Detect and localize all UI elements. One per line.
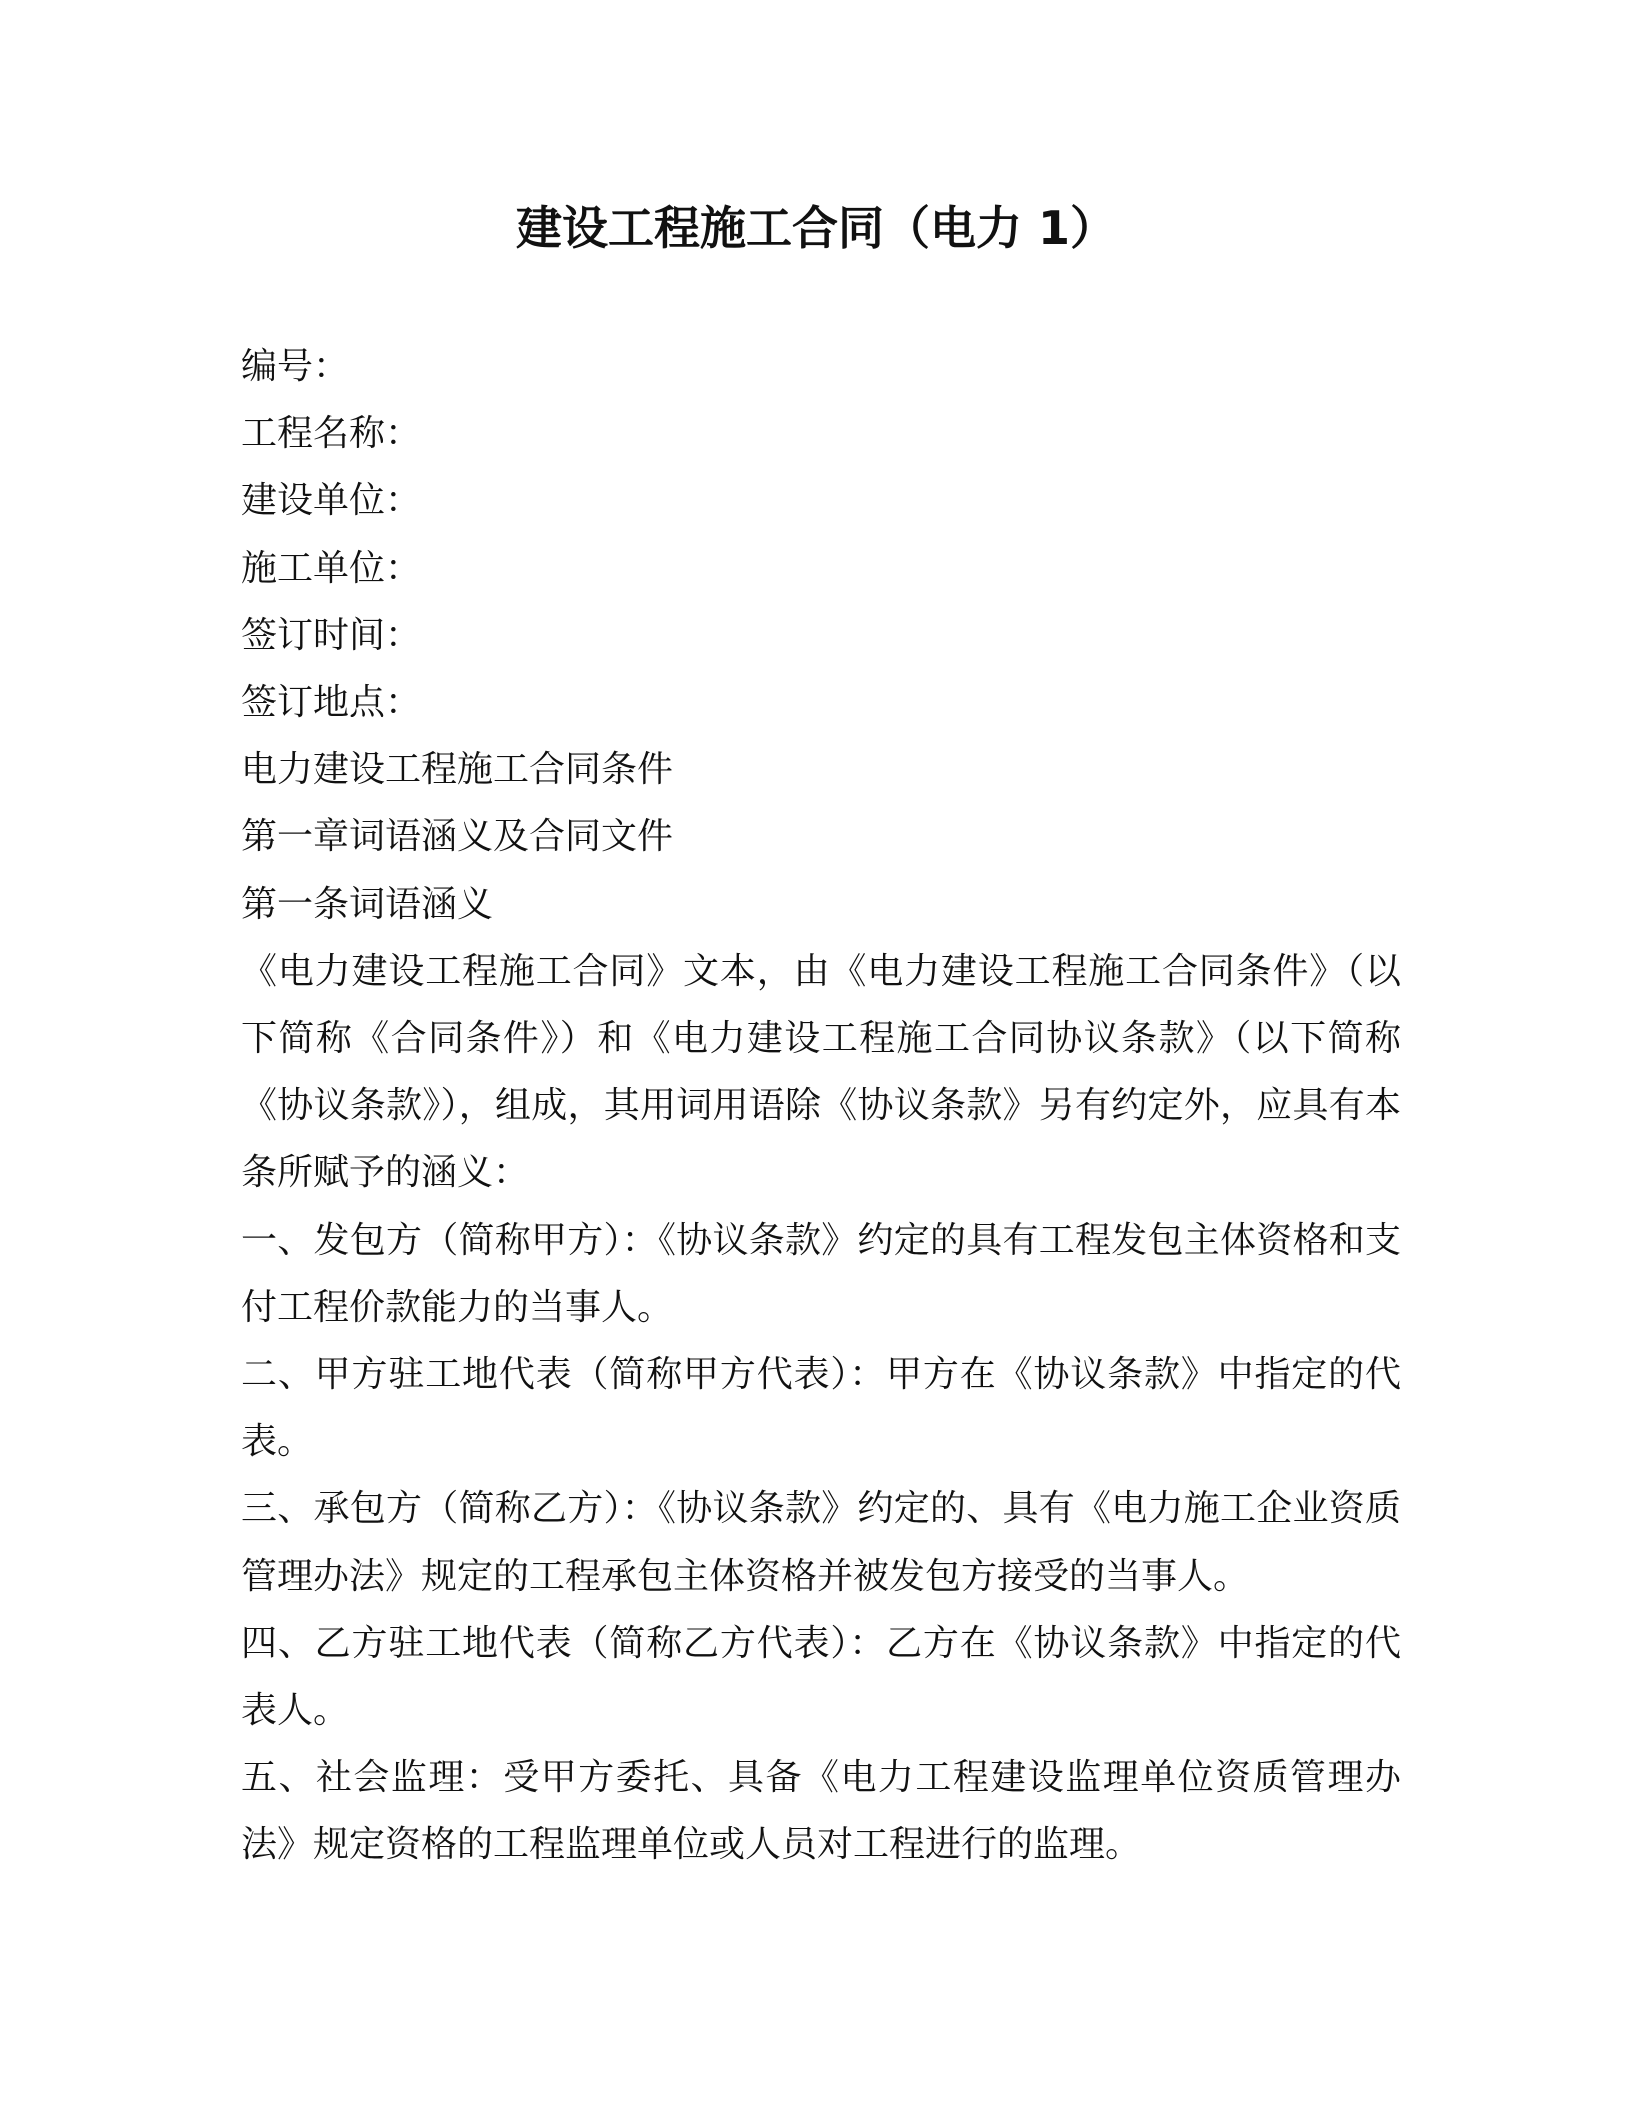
field-owner: 建设单位： (241, 480, 422, 522)
intro-paragraph: 《电力建设工程施工合同》文本，由《电力建设工程施工合同条件》（以下简称《合同条件》）和《电力建设工程施工合同协议条款》（以下简称《协议条款》），组成，其用词用语除《协议条款》另有约定外，应具有本条所赋予的涵义： (241, 950, 1401, 1194)
definition-item: 三、承包方（简称乙方）：《协议条款》约定的、具有《电力施工企业资质管理办法》规定的工程承包主体资格并被发包方接受的当事人。 (241, 1488, 1401, 1597)
field-number: 编号： (241, 346, 350, 387)
field-sign-place: 签订地点： (241, 682, 422, 724)
document-body (241, 333, 1401, 1879)
field-contractor: 施工单位： (241, 547, 422, 589)
article-heading: 第一条词语涵义 (241, 883, 494, 925)
definition-item: 五、社会监理：受甲方委托、具备《电力工程建设监理单位资质管理办法》规定资格的工程监理单位或人员对工程进行的监理。 (241, 1757, 1401, 1866)
chapter-heading: 第一章词语涵义及合同文件 (241, 816, 674, 858)
field-project-name: 工程名称： (241, 413, 422, 455)
definition-item: 一、发包方（简称甲方）：《协议条款》约定的具有工程发包主体资格和支付工程价款能力的当事人。 (241, 1219, 1401, 1328)
field-sign-time: 签订时间： (241, 614, 422, 656)
definition-item: 四、乙方驻工地代表（简称乙方代表）：乙方在《协议条款》中指定的代表人。 (241, 1622, 1401, 1732)
conditions-title: 电力建设工程施工合同条件 (241, 749, 674, 791)
definition-item: 二、甲方驻工地代表（简称甲方代表）：甲方在《协议条款》中指定的代表。 (241, 1354, 1401, 1463)
document-title: 建设工程施工合同（电力 1） (515, 201, 1117, 255)
